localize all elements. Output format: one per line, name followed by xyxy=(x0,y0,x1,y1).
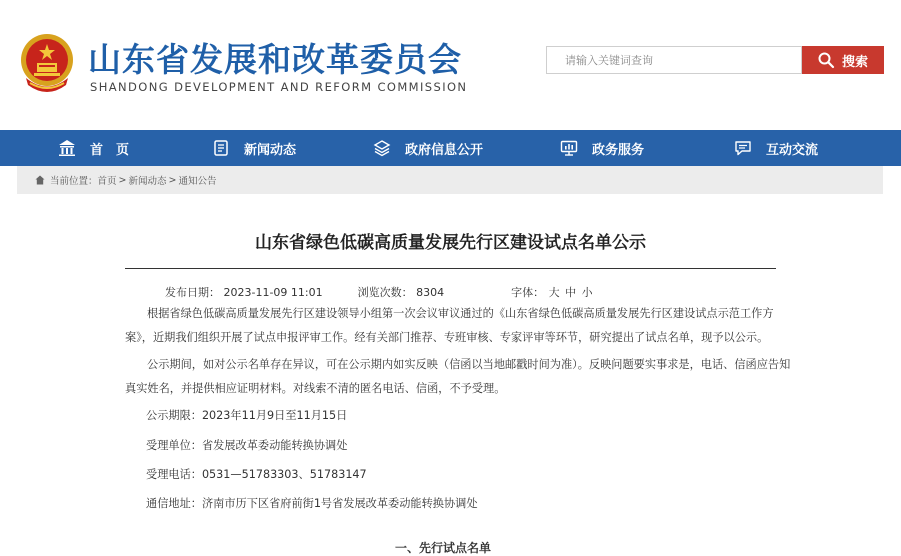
article-paragraph-2 xyxy=(125,353,791,401)
site-subtitle: SHANDONG DEVELOPMENT AND REFORM COMMISSION xyxy=(90,80,468,94)
breadcrumb-prefix: 当前位置： xyxy=(50,176,98,187)
font-size-large[interactable]: 大 xyxy=(548,286,560,299)
section-heading: 一、先行试点名单 xyxy=(395,541,492,555)
home-location-icon xyxy=(35,175,45,185)
news-icon xyxy=(212,139,230,157)
nav-label-gov-info: 政府信息公开 xyxy=(404,142,483,158)
search-button-label: 搜索 xyxy=(841,54,868,70)
nav-label-services: 政务服务 xyxy=(591,142,644,158)
nav-item-gov-info[interactable] xyxy=(341,130,515,166)
article-title: 山东省绿色低碳高质量发展先行区建设试点名单公示 xyxy=(255,233,646,253)
paragraph-line: 公示期间，如对公示名单存在异议，可在公示期内如实反映（信函以当地邮戳时间为准）。反映问题要实事求是，电话、信函应告知 xyxy=(147,358,791,371)
paragraph-line: 案》，近期我们组织开展了试点申报评审工作。经有关部门推荐、专班审核、专家评审等环节，研究提出了试点名单，现予以公示。 xyxy=(125,331,769,344)
mailing-address: 通信地址：济南市历下区省府前街1号省发展改革委动能转换协调处 xyxy=(146,497,478,510)
search-button[interactable] xyxy=(802,46,884,74)
site-header xyxy=(0,0,901,130)
search-icon xyxy=(818,52,834,68)
nav-label-home: 首 页 xyxy=(89,142,129,158)
paragraph-line: 真实姓名，并提供相应证明材料。对线索不清的匿名电话、信函，不予受理。 xyxy=(125,382,506,395)
publish-date-label: 发布日期： xyxy=(165,286,220,299)
nav-label-news: 新闻动态 xyxy=(243,142,296,158)
site-title[interactable]: 山东省发展和改革委员会 xyxy=(88,40,462,79)
title-divider xyxy=(125,268,776,269)
search-input[interactable] xyxy=(546,46,802,74)
paragraph-line: 根据省绿色低碳高质量发展先行区建设领导小组第一次会议审议通过的《山东省绿色低碳高质量发展先行区建设试点示范工作方 xyxy=(147,307,774,320)
accepting-unit: 受理单位：省发展改革委动能转换协调处 xyxy=(146,439,348,452)
chat-icon xyxy=(734,139,752,157)
notice-period: 公示期限：2023年11月9日至11月15日 xyxy=(146,409,348,422)
contact-phone: 受理电话：0531—51783303、51783147 xyxy=(146,468,367,481)
font-size-medium[interactable]: 中 xyxy=(565,286,577,299)
publish-date: 2023-11-09 11:01 xyxy=(223,286,323,299)
nav-item-home[interactable] xyxy=(0,130,167,166)
nav-item-interaction[interactable] xyxy=(689,130,863,166)
home-icon xyxy=(58,139,76,157)
nav-label-interaction: 互动交流 xyxy=(765,142,818,158)
breadcrumb xyxy=(17,166,883,194)
breadcrumb-notices[interactable]: 通知公告 xyxy=(178,176,217,187)
article-meta xyxy=(165,284,594,300)
main-nav xyxy=(0,130,901,166)
views-label: 浏览次数： xyxy=(357,286,413,299)
article-paragraph-1 xyxy=(125,302,785,350)
breadcrumb-home[interactable]: 首页 xyxy=(97,176,117,187)
nav-item-news[interactable] xyxy=(167,130,341,166)
breadcrumb-news[interactable]: 新闻动态 xyxy=(128,176,167,187)
breadcrumb-separator: > xyxy=(118,174,127,186)
font-size-small[interactable]: 小 xyxy=(581,286,593,299)
national-emblem-icon[interactable] xyxy=(20,33,74,95)
font-size-label: 字体： xyxy=(511,286,545,299)
layers-icon xyxy=(373,139,391,157)
monitor-icon xyxy=(560,139,578,157)
breadcrumb-separator: > xyxy=(168,174,177,186)
view-count: 8304 xyxy=(416,286,445,299)
nav-item-services[interactable] xyxy=(515,130,689,166)
